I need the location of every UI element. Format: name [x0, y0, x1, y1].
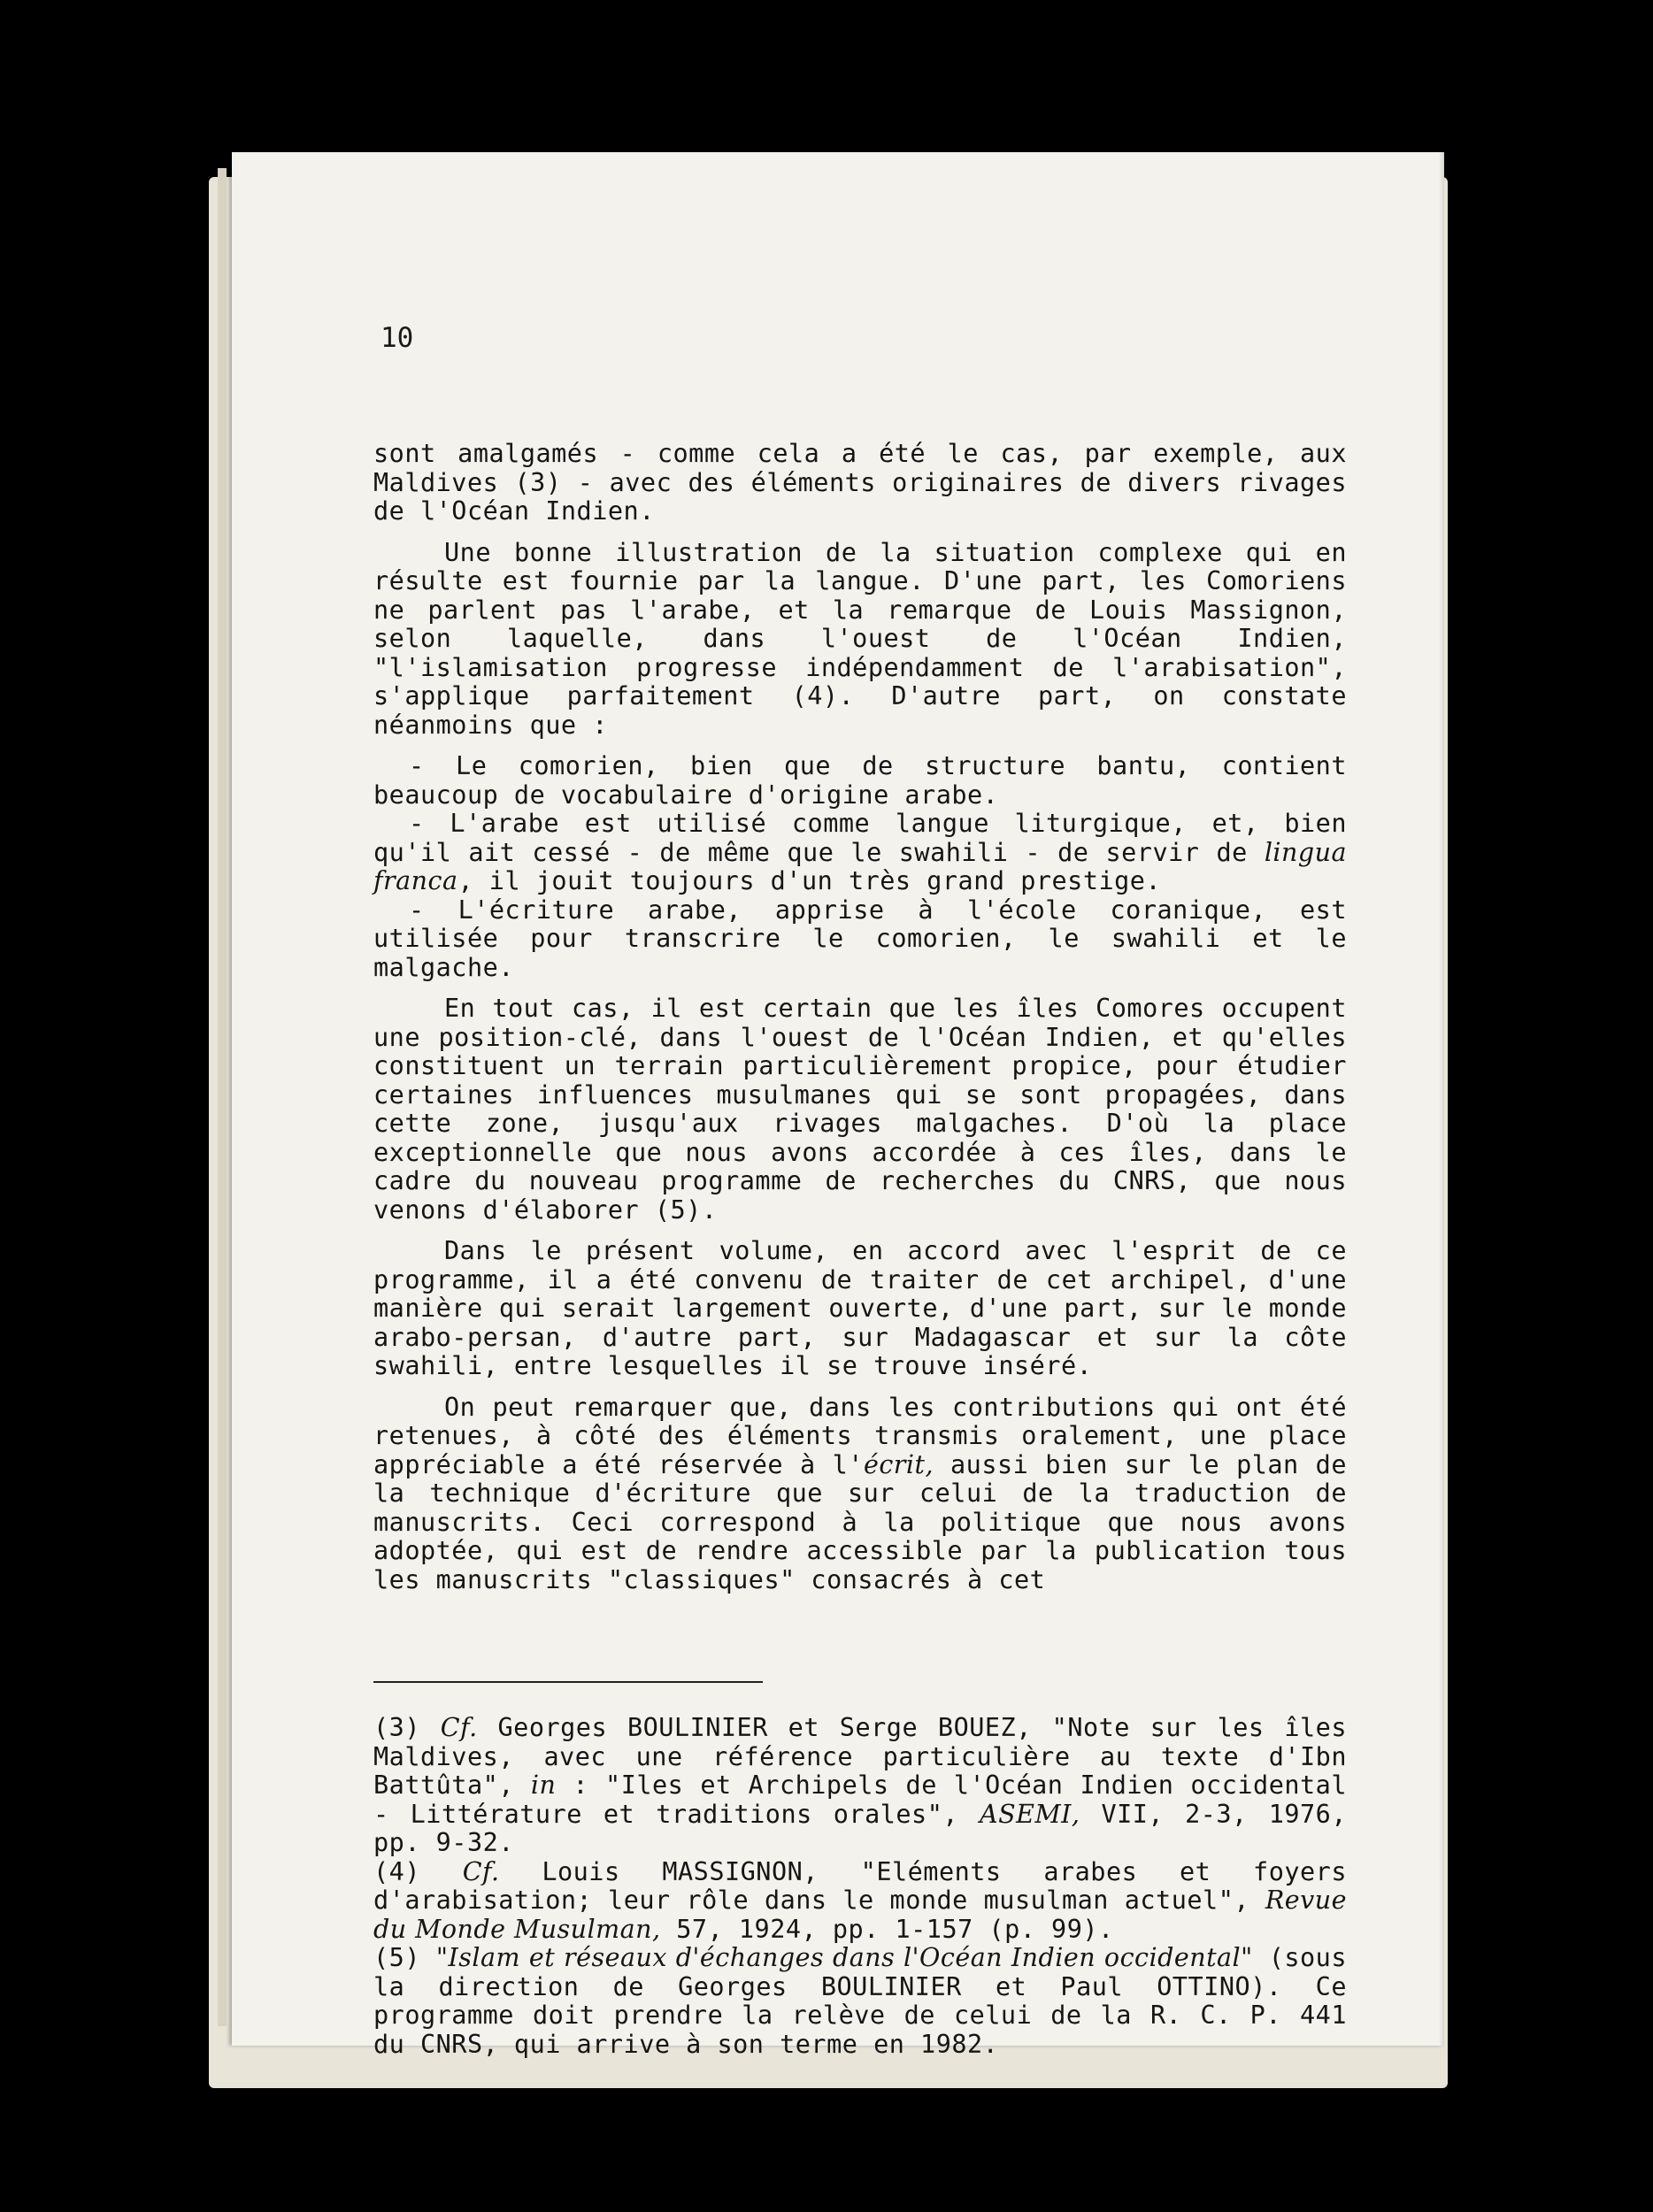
- page-binding-shadow: [1439, 152, 1444, 2046]
- footnote-3-text-b: : "Iles et Archipels de l'Océan Indien occidental - Littérature et traditions orales",: [373, 1770, 1347, 1829]
- footnote-3-in: in: [530, 1770, 557, 1800]
- list-item-1: - Le comorien, bien que de structure bantu, contient beaucoup de vocabulaire d'origine arabe.: [373, 751, 1347, 810]
- footnote-5: [373, 1944, 1347, 2059]
- page-number: 10: [381, 322, 414, 354]
- paragraph-5-text-a: On peut remarquer que, dans les contributions qui ont été retenues, à côté des éléments transmis oralement, une place appréciable a été réservée à l': [373, 1392, 1347, 1479]
- footnote-3-text-a: Georges BOULINIER et Serge BOUEZ, "Note sur les îles Maldives, avec une référence particulière au texte d'Ibn Battûta",: [373, 1713, 1347, 1800]
- list-item-2-text-a: - L'arabe est utilisé comme langue liturgique, et, bien qu'il ait cessé - de même que le swahili - de servir de: [373, 809, 1347, 867]
- paragraph-3: En tout cas, il est certain que les îles Comores occupent une position-clé, dans l'ouest de l'Océan Indien, et qu'elles constituent un terrain particulièrement propice, pour étudier certaines influences musulmanes qui se sont propagées, dans cette zone, jusqu'aux rivages malgaches. D'où la place exceptionnelle que nous avons accordée à ces îles, dans le cadre du nouveau programme de recherches du CNRS, que nous venons d'élaborer (5).: [373, 994, 1347, 1225]
- footnote-5-title: "Islam et réseaux d'échanges dans l'Océan Indien occidental": [435, 1943, 1253, 1972]
- list-item-3: - L'écriture arabe, apprise à l'école coranique, est utilisée pour transcrire le comorien, le swahili et le malgache.: [373, 895, 1347, 982]
- footnote-4-text-b: 57, 1924, pp. 1-157 (p. 99).: [660, 1914, 1114, 1944]
- footnote-3-number: (3): [373, 1713, 441, 1742]
- body-text: [373, 440, 1347, 1607]
- footnote-4-cf: Cf.: [462, 1856, 500, 1886]
- footnote-4-text-a: Louis MASSIGNON, "Eléments arabes et foyers d'arabisation; leur rôle dans le monde musulman actuel",: [373, 1856, 1347, 1915]
- list-item-2-text-b: , il jouit toujours d'un très grand prestige.: [457, 866, 1162, 895]
- footnote-5-text: (sous la direction de Georges BOULINIER et Paul OTTINO). Ce programme doit prendre la relève de celui de la R. C. P. 441 du CNRS, qui arrive à son terme en 1982.: [373, 1943, 1347, 2059]
- footnote-4: [373, 1858, 1347, 1945]
- footnote-divider: [373, 1681, 763, 1683]
- footnote-5-number: (5): [373, 1943, 436, 1972]
- paragraph-1: sont amalgamés - comme cela a été le cas, par exemple, aux Maldives (3) - avec des éléments originaires de divers rivages de l'Océan Indien.: [373, 439, 1347, 526]
- footnote-3: [373, 1714, 1347, 1858]
- footnote-3-text-c: VII, 2-3, 1976, pp. 9-32.: [373, 1799, 1347, 1857]
- list-item-2-emphasis: lingua franca: [373, 837, 1347, 895]
- footnotes: [373, 1714, 1347, 2059]
- page-stack-edge: [218, 168, 227, 2026]
- paragraph-2: Une bonne illustration de la situation complexe qui en résulte est fournie par la langue. D'une part, les Comoriens ne parlent pas l'arabe, et la remarque de Louis Massignon, selon laquelle, dans l'ouest de l'Océan Indien, "l'islamisation progresse indépendamment de l'arabisation", s'applique parfaitement (4). D'autre part, on constate néanmoins que :: [373, 537, 1347, 740]
- paragraph-5-emphasis: écrit,: [863, 1449, 934, 1479]
- paragraph-5: [373, 1394, 1347, 1595]
- footnote-4-number: (4): [373, 1856, 463, 1886]
- paragraph-4: Dans le présent volume, en accord avec l'esprit de ce programme, il a été convenu de traiter de cet archipel, d'une manière qui serait largement ouverte, d'une part, sur le monde arabo-persan, d'autre part, sur Madagascar et sur la côte swahili, entre lesquelles il se trouve inséré.: [373, 1236, 1347, 1380]
- list-item-2: [373, 810, 1347, 896]
- footnote-3-journal: ASEMI,: [980, 1799, 1080, 1829]
- paragraph-5-text-b: aussi bien sur le plan de la technique d'écriture que sur celui de la traduction de manuscrits. Ceci correspond à la politique que nous avons adoptée, qui est de rendre accessible par la publication tous les manuscrits "classiques" consacrés à cet: [373, 1449, 1347, 1594]
- footnote-4-journal: Revue du Monde Musulman,: [373, 1886, 1347, 1944]
- document-page: [232, 152, 1444, 2059]
- footnote-3-cf: Cf.: [440, 1713, 478, 1742]
